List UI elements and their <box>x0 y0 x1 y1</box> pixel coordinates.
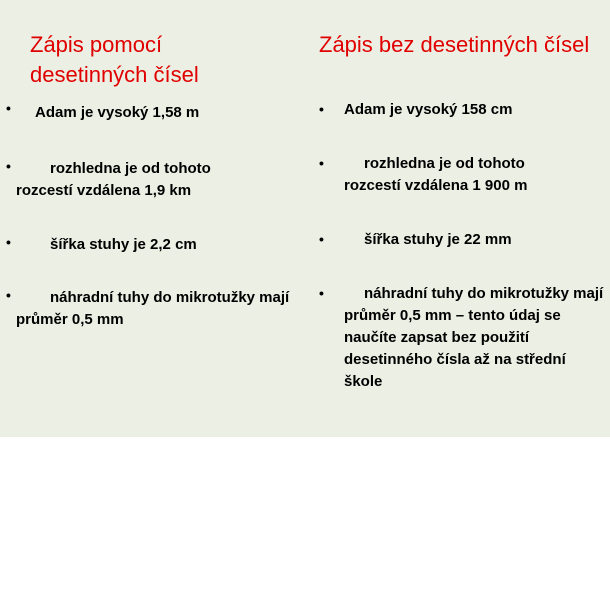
left-item-2: rozhledna je od tohoto rozcestí vzdálena 1,9 km <box>16 160 211 199</box>
left-item-3: šířka stuhy je 2,2 cm <box>50 236 197 253</box>
bullet-icon: • <box>319 285 324 301</box>
right-item-3: šířka stuhy je 22 mm <box>364 231 512 248</box>
left-heading: Zápis pomocí desetinných čísel <box>30 32 199 87</box>
left-item-1: Adam je vysoký 1,58 m <box>35 104 200 121</box>
right-heading: Zápis bez desetinných čísel <box>319 32 590 57</box>
left-item-4: náhradní tuhy do mikrotužky mají průměr 0,5 mm <box>16 289 290 328</box>
bullet-icon: • <box>6 158 11 174</box>
bullet-icon: • <box>6 287 11 303</box>
right-item-2: rozhledna je od tohoto rozcestí vzdálena 1 900 m <box>344 155 528 194</box>
bullet-icon: • <box>319 155 324 171</box>
right-item-4: náhradní tuhy do mikrotužky mají průměr 0,5 mm – tento údaj se naučíte zapsat bez použití desetinného čísla až na střední škole <box>344 285 604 390</box>
bullet-icon: • <box>319 101 324 117</box>
bullet-icon: • <box>6 234 11 250</box>
bullet-icon: • <box>319 231 324 247</box>
bullet-icon: • <box>6 100 11 116</box>
right-item-1: Adam je vysoký 158 cm <box>344 101 513 118</box>
